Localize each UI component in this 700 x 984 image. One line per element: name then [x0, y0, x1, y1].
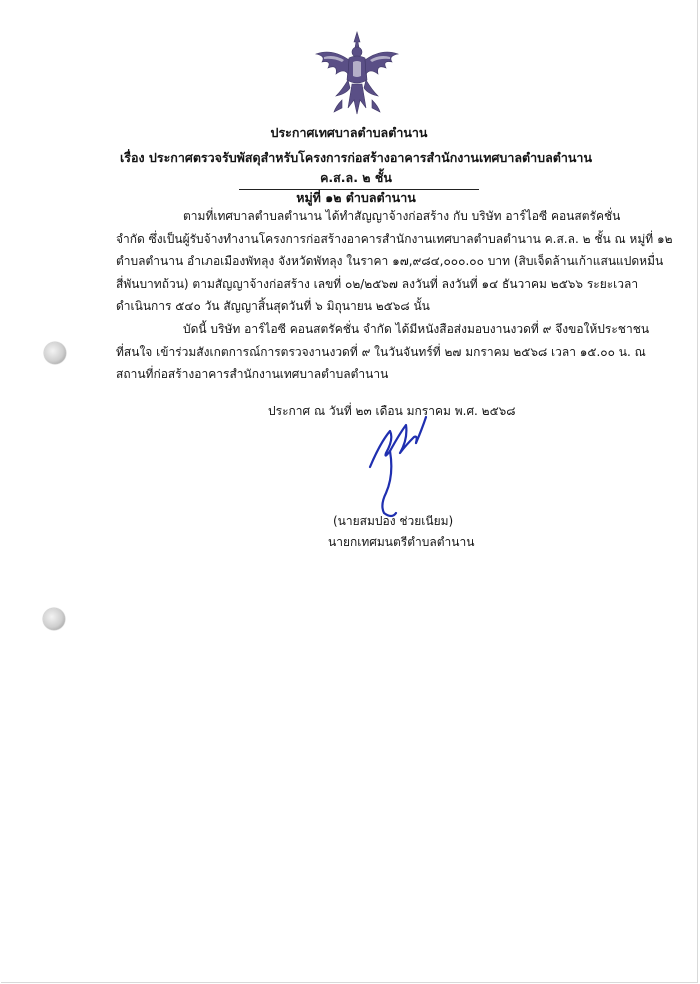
- text-line: ที่สนใจ เข้าร่วมสังเกตการณ์การตรวจงานงวดที่ ๙ ในวันจันทร์ที่ ๒๗ มกราคม ๒๕๖๘ เวลา ๑๕.๐๐ น. ณ: [116, 344, 646, 359]
- garuda-emblem-icon: [312, 30, 402, 120]
- text-line: สถานที่ก่อสร้างอาคารสำนักงานเทศบาลตำบลตำนาน: [116, 367, 389, 381]
- subject-line: หมู่ที่ ๑๒ ตำบลตำนาน: [296, 190, 416, 205]
- document-subject: [106, 148, 606, 208]
- text-line: บัดนี้ บริษัท อาร์ไอซี คอนสตรัคชั่น จำกัด ได้มีหนังสือส่งมอบงานงวดที่ ๙ จึงขอให้ประชาชน: [183, 322, 650, 336]
- text-line: ตามที่เทศบาลตำบลตำนาน ได้ทำสัญญาจ้างก่อสร้าง กับ บริษัท อาร์ไอซี คอนสตรัคชั่น: [183, 209, 621, 223]
- text-line: สี่พันบาทถ้วน) ตามสัญญาจ้างก่อสร้าง เลขที่ ๐๒/๒๕๖๗ ลงวันที่ ลงวันที่ ๑๔ ธันวาคม ๒๕๖๖ ระยะเวลา: [116, 276, 639, 291]
- signer-title: นายกเทศมนตรีตำบลตำนาน: [328, 535, 475, 549]
- punch-hole-icon: [43, 608, 65, 630]
- signer-name: (นายสมปอง ช่วยเนียม): [333, 514, 454, 528]
- paragraph-2: [116, 318, 650, 386]
- document-page: [1, 0, 698, 983]
- punch-hole-icon: [44, 342, 66, 364]
- handwritten-signature: [356, 395, 546, 520]
- announcement-date: ประกาศ ณ วันที่ ๒๓ เดือน มกราคม พ.ศ. ๒๕๖๘: [268, 404, 516, 418]
- text-line: ตำบลตำนาน อำเภอเมืองพัทลุง จังหวัดพัทลุง ในราคา ๑๗,๙๘๔,๐๐๐.๐๐ บาท (สิบเจ็ดล้านเก้าแสนแปดหมื่น: [116, 254, 664, 268]
- paragraph-1: [116, 205, 673, 318]
- text-line: จำกัด ซึ่งเป็นผู้รับจ้างทำงานโครงการก่อสร้างอาคารสำนักงานเทศบาลตำบลตำนาน ค.ส.ล. ๒ ชั้น ณ หมู่ที่ ๑๒: [116, 231, 673, 246]
- subject-line: เรื่อง ประกาศตรวจรับพัสดุสำหรับโครงการก่อสร้างอาคารสำนักงานเทศบาลตำบลตำนาน ค.ส.ล. ๒ ชั้น: [119, 150, 592, 185]
- text-line: ดำเนินการ ๕๔๐ วัน สัญญาสิ้นสุดวันที่ ๖ มิถุนายน ๒๕๖๘ นั้น: [116, 299, 430, 313]
- document-title: ประกาศเทศบาลตำบลตำนาน: [270, 125, 428, 140]
- divider: [239, 189, 479, 190]
